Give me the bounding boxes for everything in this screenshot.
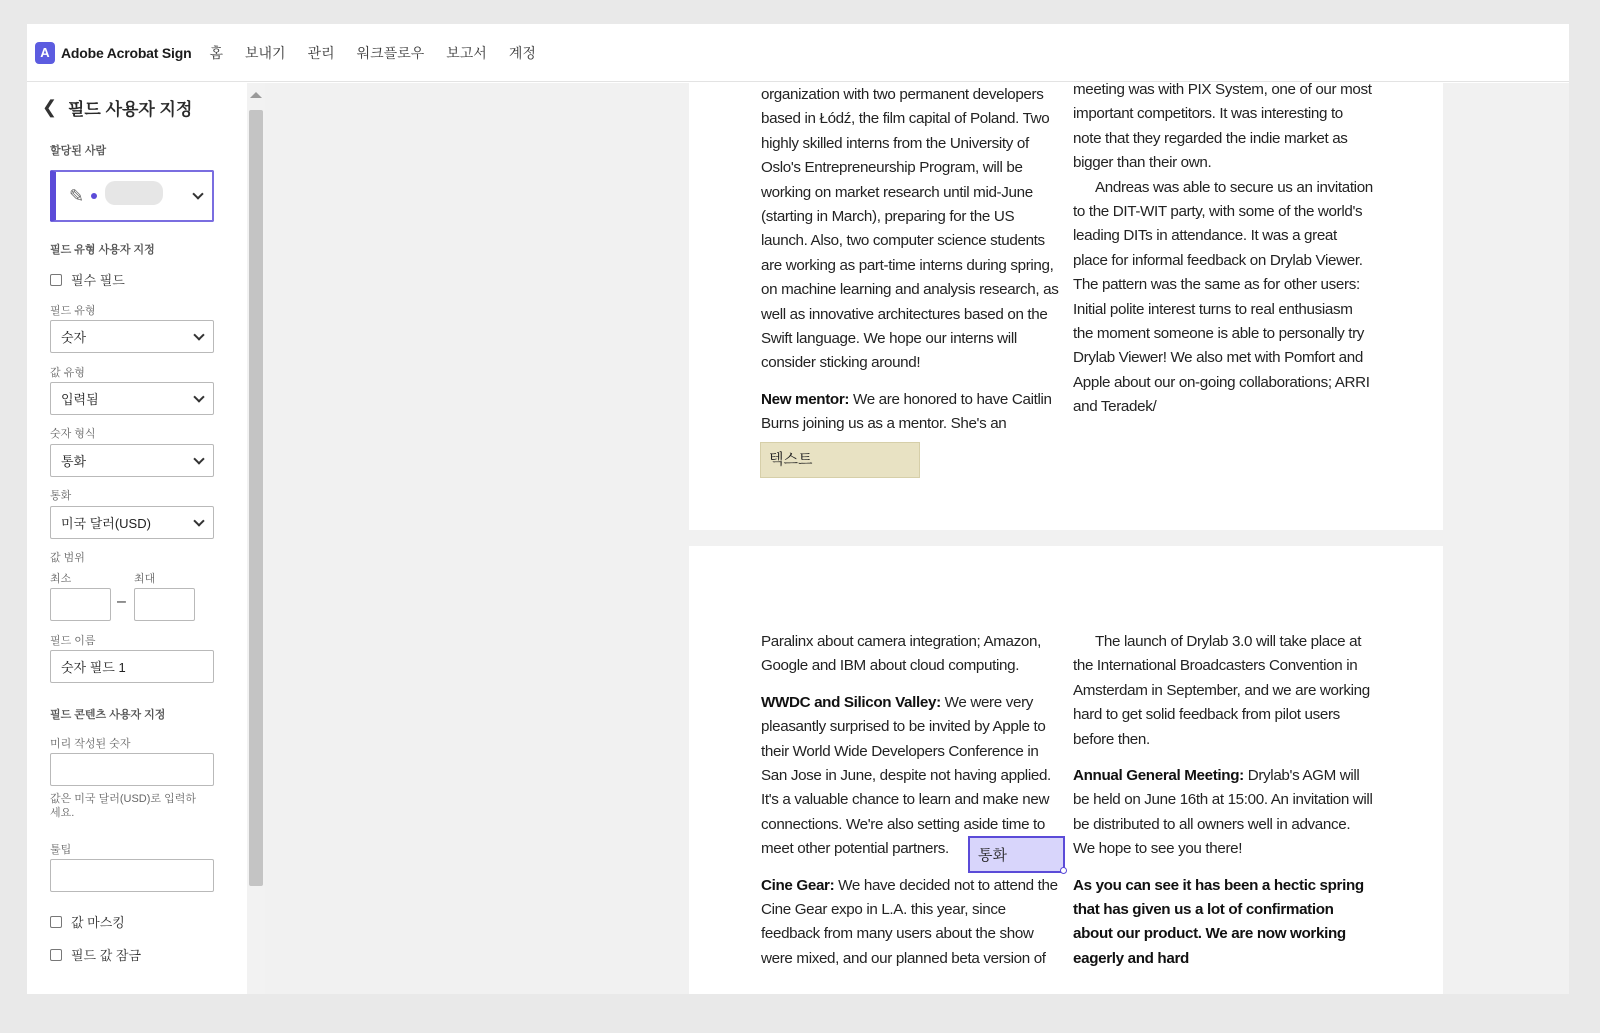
text-form-field[interactable] (760, 442, 920, 478)
brand-name: Adobe Acrobat Sign (61, 44, 192, 61)
number-format-value: 통화 (61, 454, 87, 469)
sidebar-scroll-thumb[interactable] (249, 110, 263, 886)
acrobat-sign-window (27, 24, 1569, 994)
field-resize-handle[interactable] (1060, 867, 1067, 874)
page2-left-column (761, 630, 1061, 983)
acrobat-logo-icon: A (35, 42, 55, 64)
paragraph (761, 388, 1061, 437)
field-name-value: 숫자 필드 1 (61, 660, 126, 675)
assignee-label: 할당된 사람 (50, 145, 107, 157)
panel-header (42, 95, 192, 120)
paragraph-text: Drylab's AGM will be held on June 16th at 15:00. An invitation will be distributed to all owners well in advance. We hope to see you there! (1073, 767, 1373, 858)
mask-value-label: 값 마스킹 (71, 915, 125, 930)
chevron-down-icon (192, 188, 203, 199)
field-name-input[interactable] (50, 650, 214, 683)
nav-account[interactable]: 계정 (508, 44, 536, 61)
currency-field-label: 통화 (978, 847, 1007, 864)
number-format-label: 숫자 형식 (50, 428, 96, 440)
max-label: 최대 (134, 573, 156, 585)
prefilled-number-label: 미리 작성된 숫자 (50, 738, 131, 750)
text-field-label: 텍스트 (769, 451, 813, 468)
paragraph: The launch of Drylab 3.0 will take place at the International Broadcasters Convention in Amsterdam in September, and we are working hard to get solid feedback from pilot users before then. (1073, 633, 1370, 748)
min-input[interactable] (50, 588, 111, 621)
page1-right-column (1073, 78, 1373, 432)
paragraph-text: We were very pleasantly surprised to be invited by Apple to their World Wide Developers Conference in San Jose in June, despite not having applied. It's a valuable chance to learn and make new connections. We're also setting aside time to meet other potential partners. (761, 693, 1051, 858)
field-name-label: 필드 이름 (50, 635, 96, 647)
nav-reports[interactable]: 보고서 (446, 44, 487, 61)
page2-right-column (1073, 630, 1373, 983)
paragraph (761, 874, 1061, 972)
paragraph-text: We are honored to have Caitlin Burns joining us as a mentor. She's an (761, 390, 1052, 433)
field-customize-panel (27, 83, 247, 994)
paragraph (1073, 764, 1373, 862)
required-label: 필수 필드 (71, 273, 125, 288)
heading-cine-gear: Cine Gear: (761, 876, 835, 894)
currency-value: 미국 달러(USD) (61, 516, 151, 531)
currency-select[interactable] (50, 506, 214, 539)
chevron-down-icon (193, 515, 204, 526)
nav-manage[interactable]: 관리 (307, 44, 335, 61)
range-dash: – (117, 593, 126, 610)
closing-paragraph: As you can see it has been a hectic spring that has given us a lot of confirmation about our product. We are now working eagerly and hard (1073, 876, 1364, 967)
value-type-label: 값 유형 (50, 367, 85, 379)
field-type-value: 숫자 (61, 330, 87, 345)
lock-value-label: 필드 값 잠금 (71, 948, 142, 963)
brand[interactable] (35, 42, 191, 64)
chevron-down-icon (193, 329, 204, 340)
page1-left-column (761, 83, 1061, 449)
heading-agm: Annual General Meeting: (1073, 767, 1244, 785)
number-format-select[interactable] (50, 444, 214, 477)
tooltip-label: 툴팁 (50, 844, 72, 856)
document-page-2 (689, 546, 1443, 994)
paragraph: meeting was with PIX System, one of our most important competitors. It was interesting to note that they regarded the indie market as bigger than their own. (1073, 81, 1372, 172)
currency-label: 통화 (50, 490, 72, 502)
signature-pen-icon: ✎ (69, 186, 85, 206)
back-chevron-icon[interactable]: ❮ (42, 97, 58, 117)
paragraph: Paralinx about camera integration; Amazon, Google and IBM about cloud computing. (761, 633, 1041, 675)
field-type-select[interactable] (50, 320, 214, 353)
mask-value-checkbox[interactable] (50, 916, 62, 928)
chevron-down-icon (193, 391, 204, 402)
mask-value-row[interactable] (50, 912, 125, 931)
paragraph: Andreas was able to secure us an invitation to the DIT-WIT party, with some of the world's leading DITs in attendance. It was a great place for informal feedback on Drylab Viewer. The pattern was the same as for other users: Initial polite interest turns to real enthusiasm the moment someone is able to personally try Drylab Viewer! We also met with Pomfort and Apple about our on-going collaborations; ARRI and Teradek/ (1073, 178, 1373, 416)
required-checkbox[interactable] (50, 274, 62, 286)
scroll-up-arrow-icon[interactable] (250, 92, 262, 98)
chevron-down-icon (193, 453, 204, 464)
field-type-custom-heading: 필드 유형 사용자 지정 (50, 244, 155, 256)
heading-new-mentor: New mentor: (761, 390, 850, 408)
paragraph: organization with two permanent developers based in Łódź, the film capital of Poland. Two highly skilled interns from the University of Oslo's Entrepreneurship Program, will be working on market research until mid-June (starting in March), preparing for the US launch. Also, two computer science students are working as part-time interns during spring, on machine learning and analysis research, as well as innovative architectures based on the Swift language. We hope our interns will consider sticking around! (761, 86, 1059, 372)
assignee-name-placeholder (105, 181, 163, 205)
nav-home[interactable]: 홈 (209, 44, 223, 61)
max-input[interactable] (134, 588, 195, 621)
tooltip-input[interactable] (50, 859, 214, 892)
panel-title: 필드 사용자 지정 (68, 100, 193, 119)
assignee-color-dot (91, 193, 97, 199)
nav-workflow[interactable]: 워크플로우 (356, 44, 425, 61)
nav-send[interactable]: 보내기 (244, 44, 286, 61)
lock-value-row[interactable] (50, 945, 141, 964)
prefilled-hint: 값은 미국 달러(USD)로 입력하세요. (50, 793, 196, 819)
content-custom-heading: 필드 콘텐츠 사용자 지정 (50, 709, 166, 721)
field-type-label: 필드 유형 (50, 305, 96, 317)
paragraph-text: We have decided not to attend the Cine Gear expo in L.A. this year, since feedback from many users about the show were mixed, and our planned beta version of (761, 876, 1058, 967)
heading-wwdc: WWDC and Silicon Valley: (761, 693, 941, 711)
required-field-row[interactable] (50, 270, 125, 289)
value-type-value: 입력됨 (61, 392, 99, 407)
assignee-select[interactable] (50, 170, 214, 222)
prefilled-number-input[interactable] (50, 753, 214, 786)
top-navigation (27, 24, 1569, 82)
value-type-select[interactable] (50, 382, 214, 415)
min-label: 최소 (50, 573, 72, 585)
value-range-label: 값 범위 (50, 552, 85, 564)
lock-value-checkbox[interactable] (50, 949, 62, 961)
currency-form-field-selected[interactable] (968, 836, 1065, 873)
